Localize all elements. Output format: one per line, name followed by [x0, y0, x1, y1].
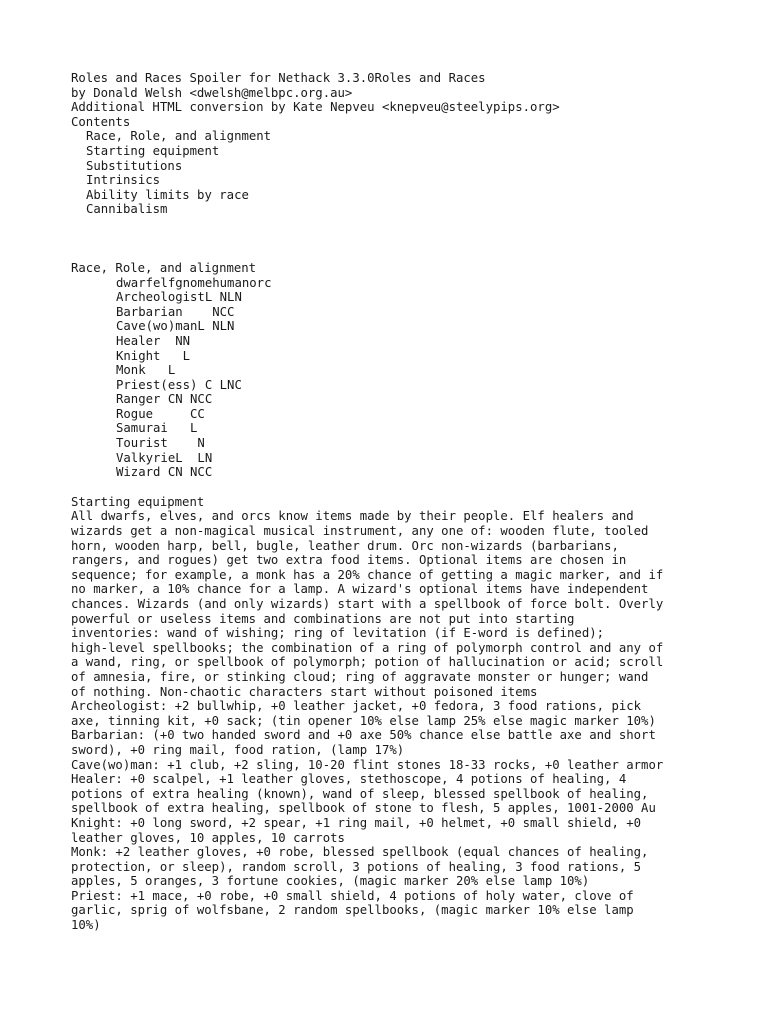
list-item: spellbook of extra healing, spellbook of stone to flesh, 5 apples, 1001-2000 Au: [71, 801, 656, 816]
table-row: Monk L: [116, 363, 176, 378]
paragraph-line: chances. Wizards (and only wizards) start with a spellbook of force bolt. Overly: [71, 597, 664, 611]
table-row: Healer NN: [116, 333, 191, 348]
toc-link-cannibalism[interactable]: Cannibalism: [86, 202, 168, 217]
contents-heading: Contents: [71, 114, 131, 129]
paragraph-line: rangers, and rogues) get two extra food items. Optional items are chosen in: [71, 553, 627, 568]
list-item: axe, tinning kit, +0 sack; (tin opener 10% else lamp 25% else magic marker 10%): [71, 713, 656, 728]
list-item: sword), +0 ring mail, food ration, (lamp 17%): [71, 742, 405, 757]
paragraph-line: horn, wooden harp, bell, bugle, leather drum. Orc non-wizards (barbarians,: [71, 538, 619, 553]
table-row: Knight L: [116, 348, 191, 363]
alignment-table-header: dwarfelfgnomehumanorc: [116, 275, 272, 290]
table-row: Rogue CC: [116, 406, 205, 421]
role-equipment-list: [71, 699, 711, 933]
list-item: Archeologist: +2 bullwhip, +0 leather jacket, +0 fedora, 3 food rations, pick: [71, 699, 642, 714]
table-row: Barbarian NCC: [116, 304, 235, 319]
paragraph-line: wizards get a non-magical musical instrument, any one of: wooden flute, tooled: [71, 524, 649, 539]
list-item: Barbarian: (+0 two handed sword and +0 axe 50% chance else battle axe and short: [71, 728, 656, 743]
paragraph-line: All dwarfs, elves, and orcs know items made by their people. Elf healers and: [71, 509, 634, 524]
conversion-credit: Additional HTML conversion by Kate Nepveu <knepveu@steelypips.org>: [71, 100, 560, 115]
equipment-section-heading: Starting equipment: [71, 494, 205, 509]
paragraph-line: of amnesia, fire, or stinking cloud; ring of aggravate monster or hunger; wand: [71, 669, 649, 684]
table-row: Ranger CN NCC: [116, 392, 213, 407]
table-row: Priest(ess) C LNC: [116, 377, 242, 392]
author-line: by Donald Welsh <dwelsh@melbpc.org.au>: [71, 85, 353, 100]
paragraph-line: a wand, ring, or spellbook of polymorph; potion of hallucination or acid; scroll: [71, 655, 664, 670]
table-row: ValkyrieL LN: [116, 450, 213, 465]
list-item: Priest: +1 mace, +0 robe, +0 small shield, 4 potions of holy water, clove of: [71, 888, 634, 903]
list-item: Cave(wo)man: +1 club, +2 sling, 10-20 flint stones 18-33 rocks, +0 leather armor: [71, 757, 664, 772]
document-page: [71, 71, 711, 933]
list-item: garlic, sprig of wolfsbane, 2 random spellbooks, (magic marker 10% else lamp: [71, 903, 634, 918]
alignment-table: [71, 276, 711, 480]
section-spacer: [71, 217, 711, 261]
paragraph-line: no marker, a 10% chance for a lamp. A wizard's optional items have independent: [71, 582, 649, 597]
table-row: Wizard CN NCC: [116, 465, 213, 480]
paragraph-line: powerful or useless items and combinations are not put into starting: [71, 611, 575, 626]
list-item: Knight: +0 long sword, +2 spear, +1 ring mail, +0 helmet, +0 small shield, +0: [71, 815, 642, 830]
table-row: ArcheologistL NLN: [116, 290, 242, 305]
list-item: Healer: +0 scalpel, +1 leather gloves, stethoscope, 4 potions of healing, 4: [71, 772, 627, 787]
list-item: apples, 5 oranges, 3 fortune cookies, (magic marker 20% else lamp 10%): [71, 874, 590, 889]
toc-link-starting-equipment[interactable]: Starting equipment: [86, 143, 220, 158]
list-item: potions of extra healing (known), wand of sleep, blessed spellbook of healing,: [71, 786, 649, 801]
list-item: 10%): [71, 918, 101, 933]
table-row: Cave(wo)manL NLN: [116, 319, 235, 334]
list-item: protection, or sleep), random scroll, 3 potions of healing, 3 food rations, 5: [71, 859, 642, 874]
toc-link-race-role-alignment[interactable]: Race, Role, and alignment: [86, 129, 272, 144]
paragraph-line: of nothing. Non-chaotic characters start without poisoned items: [71, 684, 538, 699]
paragraph-line: sequence; for example, a monk has a 20% chance of getting a magic marker, and if: [71, 567, 664, 582]
paragraph-line: inventories: wand of wishing; ring of levitation (if E-word is defined);: [71, 626, 605, 641]
toc-link-substitutions[interactable]: Substitutions: [86, 158, 183, 173]
list-item: leather gloves, 10 apples, 10 carrots: [71, 830, 345, 845]
table-of-contents: [71, 129, 711, 217]
toc-link-ability-limits[interactable]: Ability limits by race: [86, 187, 249, 202]
table-row: Tourist N: [116, 436, 205, 451]
list-item: Monk: +2 leather gloves, +0 robe, blessed spellbook (equal chances of healing,: [71, 845, 649, 860]
table-row: Samurai L: [116, 421, 198, 436]
section-spacer: [71, 480, 711, 495]
toc-link-intrinsics[interactable]: Intrinsics: [86, 173, 161, 188]
alignment-section-heading: Race, Role, and alignment: [71, 260, 257, 275]
paragraph-line: high-level spellbooks; the combination of a ring of polymorph control and any of: [71, 640, 664, 655]
equipment-intro-paragraph: [71, 509, 711, 699]
document-title: Roles and Races Spoiler for Nethack 3.3.0Roles and Races: [71, 71, 486, 85]
